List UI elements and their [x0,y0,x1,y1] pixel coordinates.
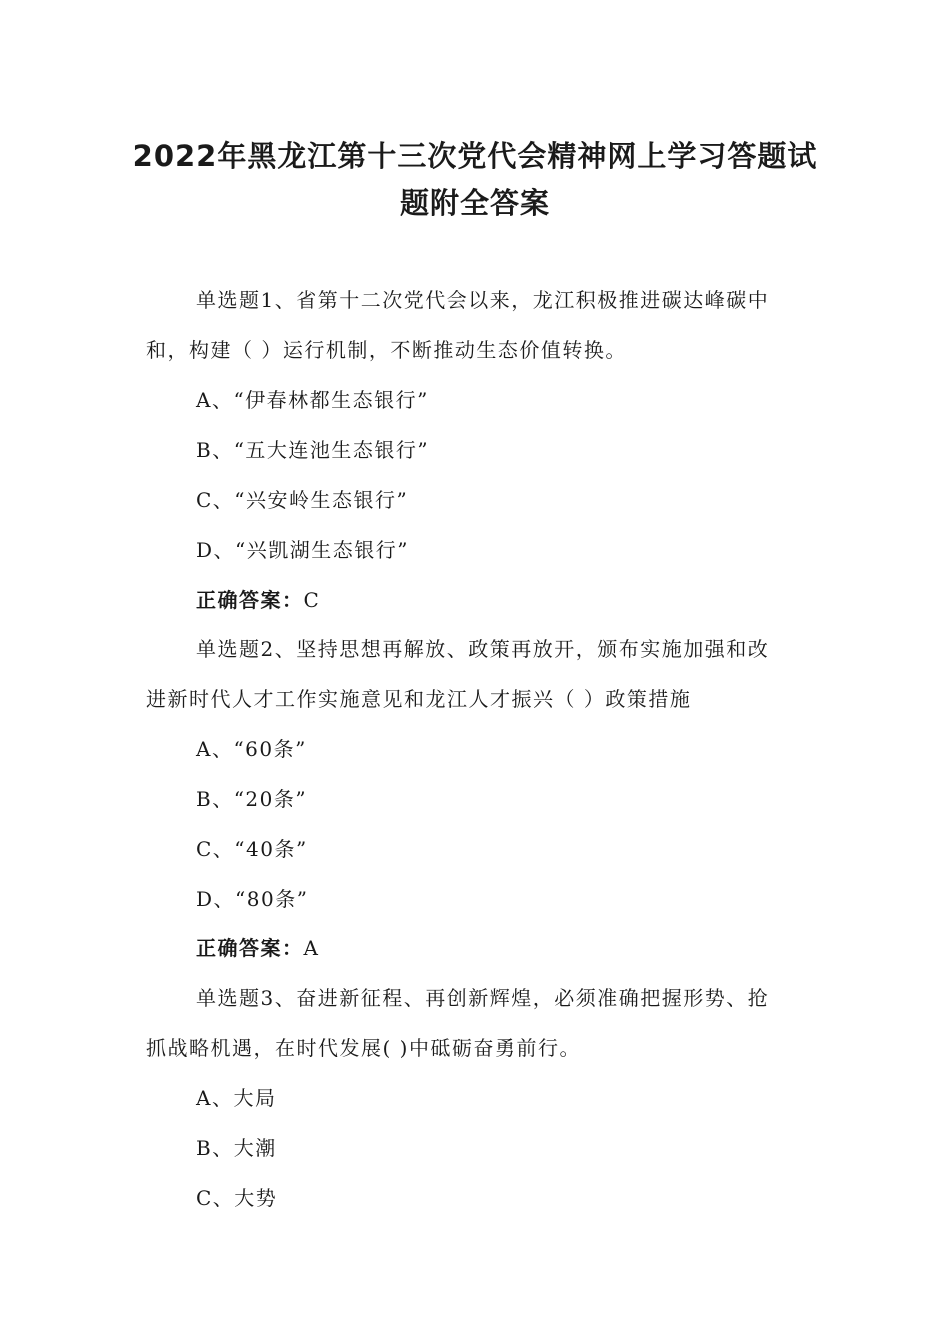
answer-label: 正确答案： [196,936,304,960]
question-1-stem-line-2: 和，构建（ ）运行机制，不断推动生态价值转换。 [146,338,627,362]
question-3-stem-line-1: 单选题3、奋进新征程、再创新辉煌，必须准确把握形势、抢 [196,986,770,1010]
question-2-option-c: C、“40条” [196,837,308,861]
question-1-option-c: C、“兴安岭生态银行” [196,488,409,512]
question-2-option-d: D、“80条” [196,887,309,911]
question-3-option-c: C、大势 [196,1186,278,1210]
answer-label: 正确答案： [196,588,304,612]
question-3-option-b: B、大潮 [196,1136,277,1160]
question-2-stem-line-2: 进新时代人才工作实施意见和龙江人才振兴（ ）政策措施 [146,687,692,711]
question-1-stem-line-1: 单选题1、省第十二次党代会以来，龙江积极推进碳达峰碳中 [196,288,770,312]
question-1-option-d: D、“兴凯湖生态银行” [196,538,409,562]
question-2-option-b: B、“20条” [196,787,308,811]
question-1-answer [196,590,320,610]
question-2-answer [196,938,319,958]
question-1-option-a: A、“伊春林都生态银行” [196,388,429,412]
document-title-line-1: 2022年黑龙江第十三次党代会精神网上学习答题试 [132,139,818,173]
question-3-stem-line-2: 抓战略机遇，在时代发展( )中砥砺奋勇前行。 [146,1036,581,1060]
answer-value: C [303,588,321,612]
question-1-option-b: B、“五大连池生态银行” [196,438,430,462]
answer-value: A [303,936,320,960]
document-title-line-2: 题附全答案 [399,186,550,220]
question-3-option-a: A、大局 [196,1086,277,1110]
question-2-option-a: A、“60条” [196,737,307,761]
question-2-stem-line-1: 单选题2、坚持思想再解放、政策再放开，颁布实施加强和改 [196,637,770,661]
